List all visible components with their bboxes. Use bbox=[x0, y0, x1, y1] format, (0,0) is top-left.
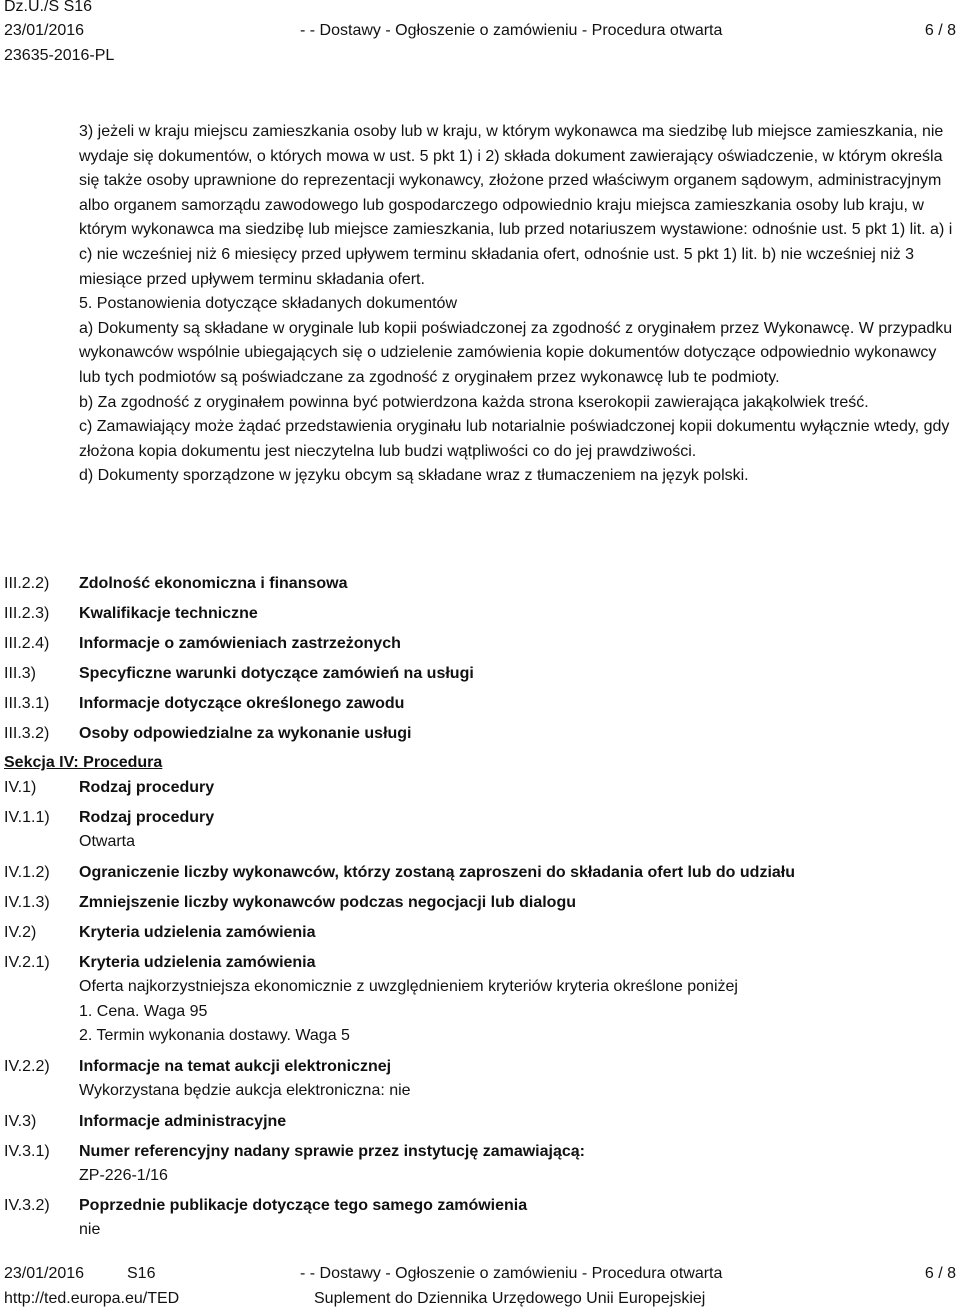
item-number: III.2.3) bbox=[4, 605, 50, 622]
item-title: Informacje administracyjne bbox=[79, 1113, 287, 1130]
value-line: Otwarta bbox=[79, 833, 136, 850]
section-item bbox=[4, 861, 956, 891]
item-number: IV.1.3) bbox=[4, 894, 50, 911]
section-item bbox=[4, 632, 956, 662]
item-title: Poprzednie publikacje dotyczące tego samego zamówienia bbox=[79, 1197, 528, 1214]
section-item bbox=[4, 1110, 956, 1140]
footer-line-1 bbox=[4, 1264, 956, 1284]
journal-ref: Dz.U./S S16 bbox=[4, 0, 93, 15]
section-item bbox=[4, 692, 956, 722]
footer-issue: S16 bbox=[127, 1265, 156, 1282]
item-title: Kryteria udzielenia zamówienia bbox=[79, 954, 316, 971]
section-item bbox=[4, 921, 956, 951]
item-title: Kryteria udzielenia zamówienia bbox=[79, 924, 316, 941]
footer-line-2 bbox=[4, 1289, 956, 1309]
item-number: III.3.1) bbox=[4, 695, 50, 712]
header-line-3 bbox=[4, 46, 956, 66]
paragraph: a) Dokumenty są składane w oryginale lub kopii poświadczonej za zgodność z oryginałem przez Wykonawcę. W przypadku wykonawców wspólnie ubiegających się o udzielenie zamówienia kopie dokumentów dotyczące odpowiednio wykonawcy lub tych podmiotów są poświadczane za zgodność z oryginałem przez wykonawcę lub te podmioty. bbox=[79, 319, 953, 386]
item-title: Kwalifikacje techniczne bbox=[79, 605, 258, 622]
item-value bbox=[79, 830, 135, 855]
header-title: - - Dostawy - Ogłoszenie o zamówieniu - Procedura otwarta bbox=[300, 22, 723, 39]
item-title: Zmniejszenie liczby wykonawców podczas negocjacji lub dialogu bbox=[79, 894, 576, 911]
item-title: Osoby odpowiedzialne za wykonanie usługi bbox=[79, 725, 412, 742]
section-item bbox=[4, 722, 956, 752]
section-item bbox=[4, 602, 956, 632]
header-line-1 bbox=[4, 0, 956, 17]
header-doc-id: 23635-2016-PL bbox=[4, 47, 115, 64]
paragraph-block bbox=[79, 120, 955, 489]
section-item bbox=[4, 1140, 956, 1192]
item-number: III.3) bbox=[4, 665, 37, 682]
value-line: ZP-226-1/16 bbox=[79, 1167, 168, 1184]
value-line: Wykorzystana będzie aukcja elektroniczna: nie bbox=[79, 1082, 411, 1099]
item-number: IV.1.2) bbox=[4, 864, 50, 881]
item-number: IV.2.2) bbox=[4, 1058, 50, 1075]
paragraph: d) Dokumenty sporządzone w języku obcym są składane wraz z tłumaczeniem na język polski. bbox=[79, 467, 749, 485]
footer-page: 6 / 8 bbox=[924, 1265, 956, 1282]
section-item bbox=[4, 951, 956, 1051]
section-item bbox=[4, 806, 956, 858]
item-title: Ograniczenie liczby wykonawców, którzy zostaną zaproszeni do składania ofert lub do udziału bbox=[79, 864, 795, 881]
item-number: IV.3) bbox=[4, 1113, 37, 1130]
item-title: Numer referencyjny nadany sprawie przez instytucję zamawiającą: bbox=[79, 1143, 585, 1160]
item-number: III.3.2) bbox=[4, 725, 50, 742]
item-number: IV.2) bbox=[4, 924, 37, 941]
section-item bbox=[4, 572, 956, 602]
item-value bbox=[79, 1079, 411, 1104]
item-number: IV.1.1) bbox=[4, 809, 50, 826]
header-line-2 bbox=[4, 21, 956, 41]
item-number: III.2.2) bbox=[4, 575, 50, 592]
item-number: IV.3.1) bbox=[4, 1143, 50, 1160]
value-line: 1. Cena. Waga 95 bbox=[79, 1002, 208, 1020]
item-title: Specyficzne warunki dotyczące zamówień na usługi bbox=[79, 665, 474, 682]
paragraph: c) Zamawiający może żądać przedstawienia oryginału lub notarialnie poświadczonej kopii dokumentu wyłącznie wtedy, gdy złożona kopia dokumentu jest nieczytelna lub budzi wątpliwości co do jej prawdziwości. bbox=[79, 418, 950, 460]
item-title: Informacje o zamówieniach zastrzeżonych bbox=[79, 635, 401, 652]
header-page: 6 / 8 bbox=[924, 22, 956, 39]
section-item bbox=[4, 776, 956, 806]
item-title: Informacje dotyczące określonego zawodu bbox=[79, 695, 405, 712]
item-value bbox=[79, 975, 738, 1049]
value-line: nie bbox=[79, 1221, 101, 1238]
section-item bbox=[4, 1194, 956, 1246]
item-title: Rodzaj procedury bbox=[79, 779, 215, 796]
paragraph: b) Za zgodność z oryginałem powinna być potwierdzona każda strona kserokopii zawierająca jakąkolwiek treść. bbox=[79, 393, 869, 411]
footer-title: - - Dostawy - Ogłoszenie o zamówieniu - Procedura otwarta bbox=[300, 1265, 723, 1282]
value-line: 2. Termin wykonania dostawy. Waga 5 bbox=[79, 1027, 350, 1044]
item-title: Zdolność ekonomiczna i finansowa bbox=[79, 575, 348, 592]
section-item bbox=[4, 662, 956, 692]
footer-supplement: Suplement do Dziennika Urzędowego Unii Europejskiej bbox=[314, 1290, 706, 1307]
item-title: Informacje na temat aukcji elektronicznej bbox=[79, 1058, 392, 1075]
item-number: III.2.4) bbox=[4, 635, 50, 652]
item-value bbox=[79, 1164, 168, 1189]
item-title: Rodzaj procedury bbox=[79, 809, 215, 826]
item-number: IV.1) bbox=[4, 779, 37, 796]
item-value bbox=[79, 1218, 100, 1243]
section-item bbox=[4, 891, 956, 921]
item-number: IV.3.2) bbox=[4, 1197, 50, 1214]
item-number: IV.2.1) bbox=[4, 954, 50, 971]
header-date: 23/01/2016 bbox=[4, 22, 85, 39]
footer-date: 23/01/2016 bbox=[4, 1265, 85, 1282]
section-item bbox=[4, 1055, 956, 1107]
paragraph: 3) jeżeli w kraju miejscu zamieszkania osoby lub w kraju, w którym wykonawca ma siedzibę lub miejsce zamieszkania, nie wydaje się dokumentów, o których mowa w ust. 5 pkt 1) i 2) składa dokument zawierający oświadczenie, w którym określa się także osoby uprawnione do reprezentacji wykonawcy, złożone przed właściwym organem sądowym, administracyjnym albo organem samorządu zawodowego lub gospodarczego odpowiednio kraju miejsca zamieszkania osoby lub kraju, w którym wykonawca ma siedzibę lub miejsce zamieszkania, lub przed notariuszem wystawione: odnośnie ust. 5 pkt 1) lit. a) i c) nie wcześniej niż 6 miesięcy przed upływem terminu składania ofert, odnośnie ust. 5 pkt 1) lit. b) nie wcześniej niż 3 miesiące przed upływem terminu składania ofert. bbox=[79, 123, 953, 288]
paragraph: 5. Postanowienia dotyczące składanych dokumentów bbox=[79, 295, 457, 313]
section-heading: Sekcja IV: Procedura bbox=[4, 754, 163, 771]
footer-url[interactable]: http://ted.europa.eu/TED bbox=[4, 1290, 180, 1307]
value-line: Oferta najkorzystniejsza ekonomicznie z uwzględnieniem kryteriów kryteria określone poniżej bbox=[79, 978, 738, 995]
